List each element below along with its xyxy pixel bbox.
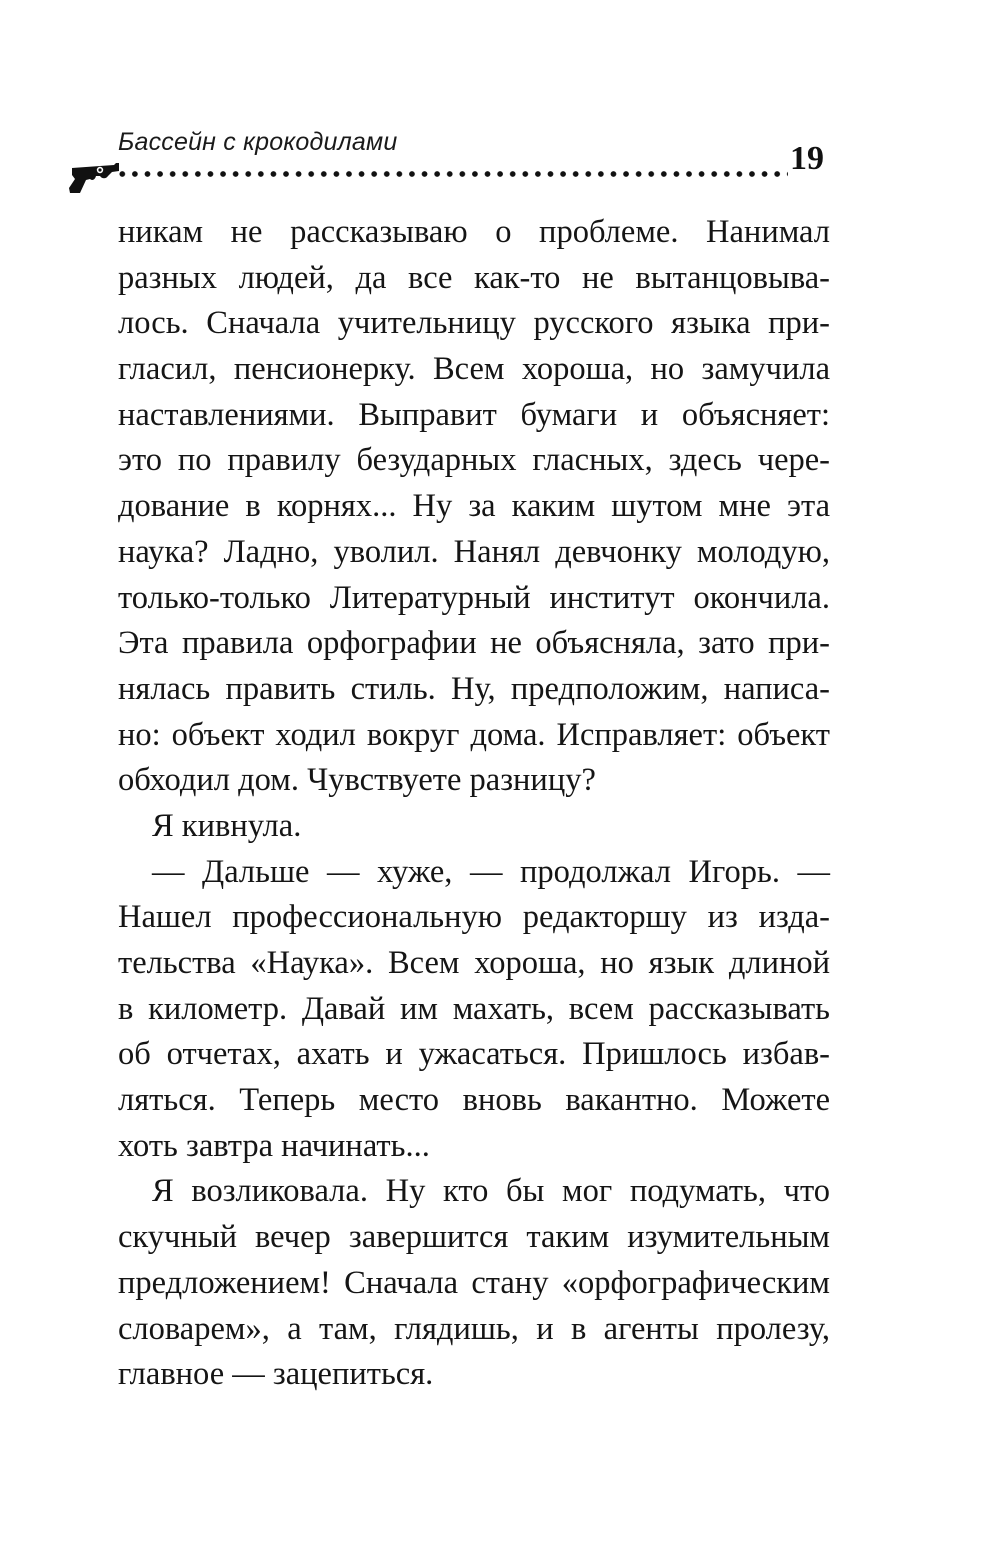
text-line: тельства «Наука». Всем хороша, но язык длиной <box>118 945 830 981</box>
text-line: лось. Сначала учительницу русского языка при- <box>118 305 830 342</box>
text-line: словарем», а там, глядишь, и в агенты пролезу, <box>118 1310 830 1347</box>
text-line: наука? Ладно, уволил. Нанял девчонку молодую, <box>118 533 830 570</box>
text-line: скучный вечер завершится таким изумительным <box>118 1219 830 1256</box>
text-line: только-только Литературный институт окончила. <box>118 579 830 616</box>
text-line: главное — зацепиться. <box>118 1356 434 1393</box>
text-line: это по правилу безударных гласных, здесь чере- <box>118 442 830 479</box>
text-line: разных людей, да все как-то не вытанцовыва- <box>118 259 830 296</box>
running-title: Бассейн с крокодилами <box>118 128 398 156</box>
text-line: ляться. Теперь место вновь вакантно. Можете <box>118 1082 830 1119</box>
text-line: обходил дом. Чувствуете разницу? <box>118 762 596 799</box>
text-line: наставлениями. Выправит бумаги и объясняет: <box>118 396 830 433</box>
text-line: дование в корнях... Ну за каким шутом мне эта <box>118 488 830 525</box>
page-number: 19 <box>790 140 824 177</box>
text-line: об отчетах, ахать и ужасаться. Пришлось избав- <box>118 1036 830 1073</box>
text-line: Я кивнула. <box>152 807 302 844</box>
body-text <box>118 210 830 1398</box>
text-line: но: объект ходил вокруг дома. Исправляет: объект <box>118 716 830 753</box>
text-line: Нашел профессиональную редакторшу из изда- <box>118 899 830 936</box>
text-line: гласил, пенсионерку. Всем хороша, но замучила <box>118 351 830 388</box>
text-line: в километр. Давай им махать, всем рассказывать <box>118 990 830 1027</box>
dotted-rule <box>116 170 788 178</box>
text-line: нялась править стиль. Ну, предположим, написа- <box>118 670 830 707</box>
revolver-icon <box>66 160 122 196</box>
text-line: Эта правила орфографии не объясняла, зато при- <box>118 625 830 662</box>
text-line: никам не рассказываю о проблеме. Нанимал <box>118 214 830 250</box>
text-line: — Дальше — хуже, — продолжал Игорь. — <box>152 853 830 890</box>
text-line: хоть завтра начинать... <box>118 1127 430 1164</box>
text-line: предложением! Сначала стану «орфографическим <box>118 1264 830 1301</box>
text-line: Я возликовала. Ну кто бы мог подумать, что <box>152 1173 830 1210</box>
